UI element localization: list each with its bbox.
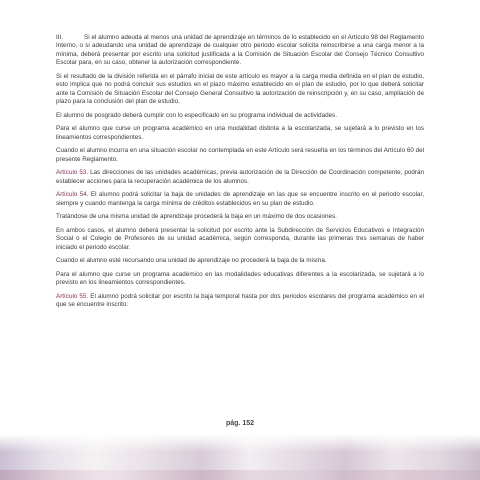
decorative-footer-accent <box>0 470 480 480</box>
page-number: pág. 152 <box>225 420 254 427</box>
paragraph: Para el alumno que curse un programa académico en las modalidades educativas diferentes a la escolarizada, se sujetará a lo previsto en los lineamientos correspondientes. <box>56 270 424 287</box>
paragraph: Para el alumno que curse un programa académico en una modalidad distinta a la escolarizada, se sujetará a lo previsto en los lineamientos correspondientes. <box>56 125 424 141</box>
paragraph-text: El alumno podrá solicitar la baja de unidades de aprendizaje en las que se encuentre inscrito en el periodo escolar, siempre y cuando mantenga la carga mínima de créditos establecidos en su plan de estudio. <box>56 191 424 207</box>
article-54 <box>56 191 424 208</box>
paragraph-text: El alumno podrá solicitar por escrito la baja temporal hasta por dos periodos escolares del programa académico en el que se encuentre inscrito: <box>56 292 424 309</box>
article-55 <box>56 293 424 310</box>
list-number: III. <box>56 34 63 41</box>
paragraph: Cuando el alumno incurra en una situación escolar no contemplada en este Artículo será resuelta en los términos del Artículo 60 del presente Reglamento. <box>56 147 424 163</box>
paragraph: En ambos casos, el alumno deberá presentar la solicitud por escrito ante la Subdirección de Servicios Educativos e Integración Social o el Colegio de Profesores de su unidad académica, según corresponda, durante las primeras tres semanas de haber iniciado el periodo escolar. <box>56 226 424 251</box>
article-53 <box>56 169 424 186</box>
paragraph: Cuando el alumno esté recursando una unidad de aprendizaje no procederá la baja de la misma. <box>56 257 327 265</box>
paragraph-text: Las direcciones de las unidades académicas, previa autorización de la Dirección de Coordinación competente, podrán establecer acciones para la recuperación académica de los alumnos. <box>56 169 424 185</box>
article-heading: Artículo 53. <box>56 169 89 177</box>
paragraph-fraction-iii <box>56 34 424 68</box>
paragraph: Tratándose de una misma unidad de aprendizaje procederá la baja en un máximo de dos ocasiones. <box>56 213 337 221</box>
paragraph: Si el resultado de la división referida en el párrafo inicial de este artículo es mayor a la carga media definida en el plan de estudio, esto implica que no podrá concluir sus estudios en el plazo máximo establecido en el plan de estudio, por lo que deberá solicitar ante la Comisión de Situación Escolar del Consejo General Consultivo la autorización de reinscripción y, en su caso, ampliación de plazo para la conclusión del plan de estudio. <box>56 72 424 106</box>
article-heading: Artículo 54. <box>56 191 89 199</box>
paragraph-text: Si el alumno adeuda al menos una unidad de aprendizaje en términos de lo establecido en el Artículo 98 del Reglamento Interno, o si adeudando una unidad de aprendizaje de cualquier otro periodo escolar solicita reinscribirse a una carga menor a la mínima, deberá presentar por escrito una solicitud justificada a la Comisión de Situación Escolar del Consejo Técnico Consultivo Escolar para, en su caso, obtener la autorización correspondiente. <box>56 34 424 67</box>
article-heading: Artículo 55. <box>56 292 89 300</box>
document-body <box>56 34 424 315</box>
paragraph: El alumno de posgrado deberá cumplir con lo especificado en su programa individual de actividades. <box>56 111 338 119</box>
